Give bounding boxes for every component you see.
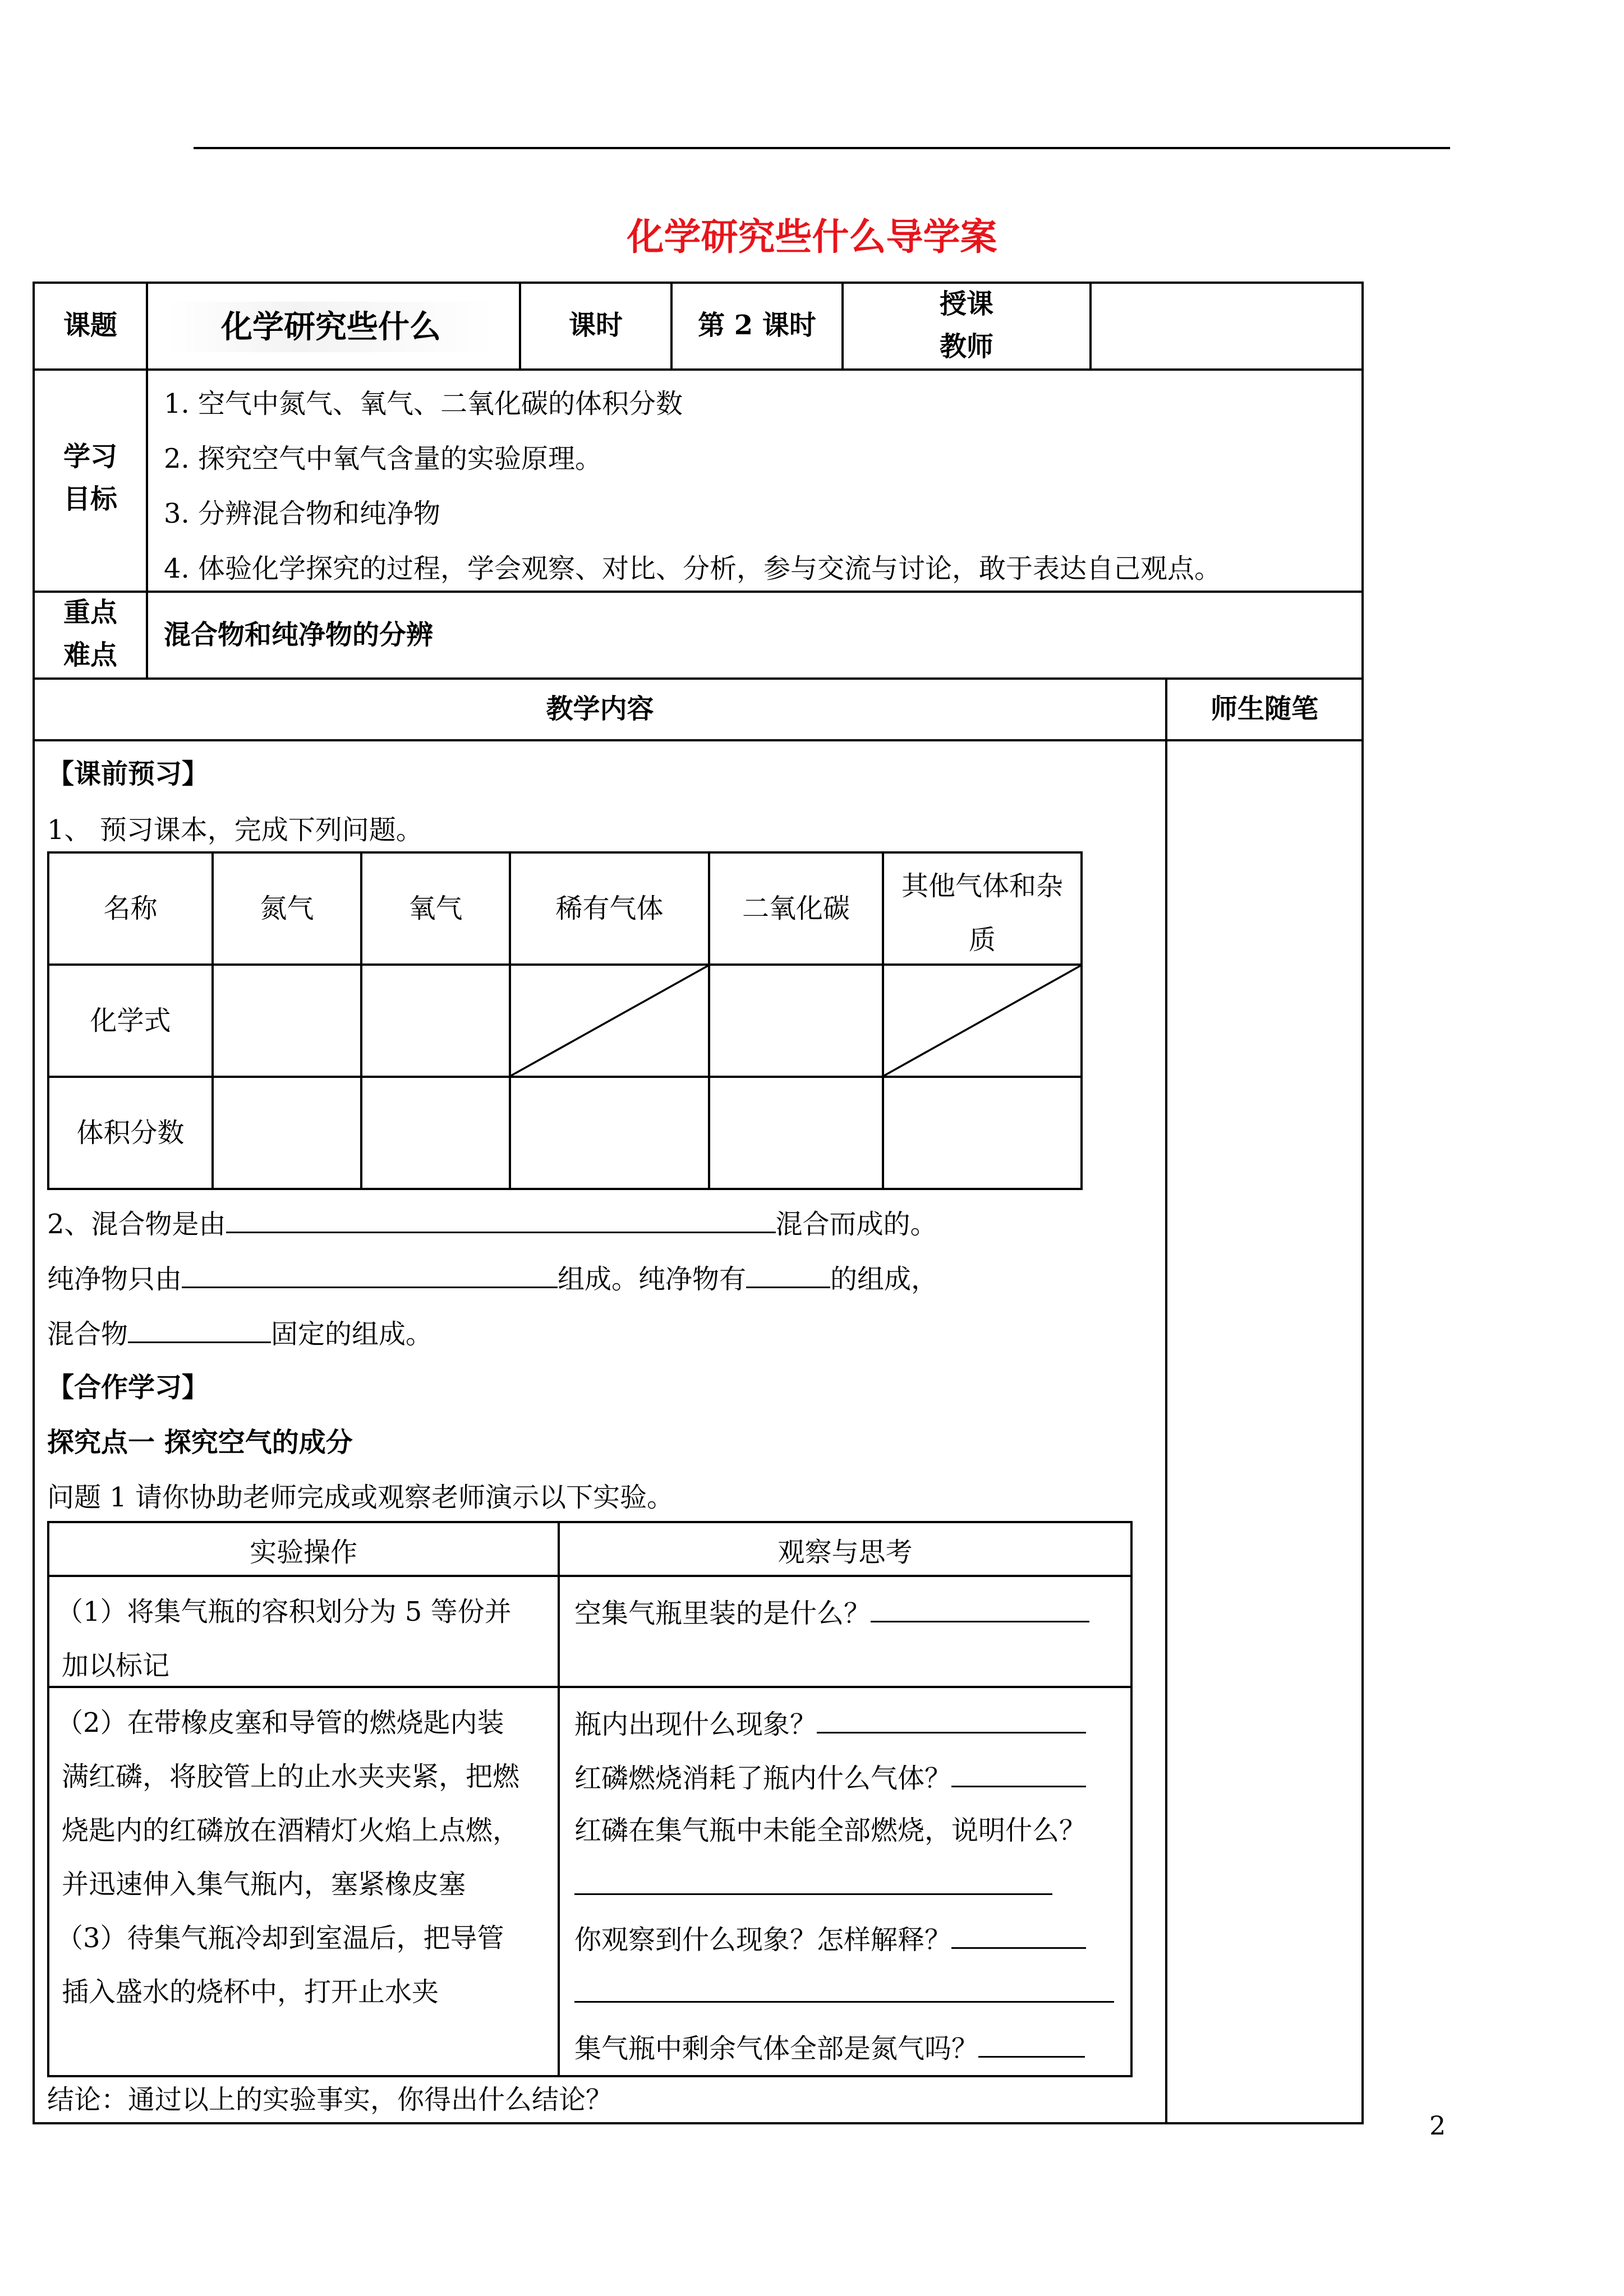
table-border (33, 368, 1364, 371)
gas-col-name: 名称 (103, 893, 158, 924)
notes-header: 师生随笔 (1210, 693, 1318, 725)
exp-observation-5: 你观察到什么现象？怎样解释？ (574, 1922, 1086, 1956)
gas-col-co2: 二氧化碳 (742, 893, 850, 924)
key-points-value: 混合物和纯净物的分辨 (164, 619, 434, 651)
page-number: 2 (1429, 2110, 1446, 2141)
answer-blank[interactable] (817, 1707, 1086, 1733)
gas-col-other: 质 (968, 924, 996, 956)
table-border (1165, 677, 1167, 2124)
table-border (33, 282, 35, 2124)
answer-blank[interactable] (951, 1761, 1086, 1787)
exp-operation-1: 加以标记 (62, 1650, 170, 1681)
preview-heading: 【课前预习】 (47, 758, 209, 790)
cooperative-heading: 【合作学习】 (47, 1372, 209, 1403)
exp-observation-3: 红磷燃烧消耗了瓶内什么气体？ (574, 1761, 1086, 1794)
table-border (33, 591, 1364, 593)
exp-col-observation: 观察与思考 (778, 1537, 913, 1568)
subject-value: 化学研究些什么 (168, 302, 494, 352)
preview-question-2-line3: 混合物 固定的组成。 (47, 1317, 433, 1350)
answer-blank[interactable] (871, 1596, 1089, 1622)
key-points-label: 重点 (63, 597, 117, 628)
answer-blank[interactable] (746, 1262, 830, 1288)
subject-label: 课题 (63, 310, 117, 341)
diagonal-slash (509, 963, 710, 1078)
answer-blank[interactable] (226, 1207, 776, 1233)
exp-operation-1: （1）将集气瓶的容积划分为 5 等份并 (56, 1596, 512, 1628)
page-title: 化学研究些什么导学案 (627, 215, 997, 259)
exp-operation-3: （3）待集气瓶冷却到室温后，把导管 (56, 1922, 504, 1954)
exp-observation-2: 瓶内出现什么现象？ (574, 1707, 1086, 1740)
gas-col-oxygen: 氧气 (408, 893, 463, 924)
table-border (1089, 282, 1092, 371)
exp-observation-4: 红磷在集气瓶中未能全部燃烧，说明什么？ (574, 1815, 1087, 1846)
gas-col-nitrogen: 氮气 (260, 893, 314, 924)
exp-observation-6: 集气瓶中剩余气体全部是氮气吗？ (574, 2031, 1085, 2064)
gas-col-other: 其他气体和杂 (901, 870, 1063, 902)
exp-operation-2: 烧匙内的红磷放在酒精灯火焰上点燃， (62, 1815, 520, 1846)
table-border (146, 282, 148, 680)
content-header: 教学内容 (546, 693, 654, 725)
period-label: 课时 (568, 310, 623, 341)
diagonal-slash (882, 963, 1083, 1078)
answer-blank[interactable] (978, 2031, 1085, 2058)
gas-row-volume: 体积分数 (76, 1117, 185, 1149)
exp-operation-3: 插入盛水的烧杯中，打开止水夹 (62, 1976, 439, 2008)
answer-blank[interactable] (182, 1262, 558, 1288)
teacher-label: 教师 (939, 331, 993, 362)
exp-operation-2: （2）在带橡皮塞和导管的燃烧匙内装 (56, 1707, 504, 1739)
period-value: 第 2 课时 (698, 310, 816, 341)
objective-item: 3. 分辨混合物和纯净物 (164, 498, 441, 529)
key-points-label: 难点 (63, 639, 117, 671)
exp-operation-2: 并迅速伸入集气瓶内，塞紧橡皮塞 (62, 1869, 466, 1900)
exp-operation-2: 满红磷，将胶管上的止水夹夹紧，把燃 (62, 1761, 520, 1792)
teacher-label: 授课 (939, 288, 993, 320)
table-border (1361, 282, 1364, 2124)
objectives-label: 目标 (63, 483, 117, 515)
conclusion-prompt: 结论：通过以上的实验事实，你得出什么结论？ (47, 2084, 613, 2115)
answer-blank[interactable] (574, 1869, 1052, 1895)
preview-question-1: 1、 预习课本，完成下列问题。 (47, 814, 423, 846)
objectives-label: 学习 (63, 441, 117, 472)
answer-blank[interactable] (128, 1317, 271, 1343)
table-border (33, 282, 1364, 284)
problem-statement: 问题 1 请你协助老师完成或观察老师演示以下实验。 (47, 1482, 674, 1513)
table-border (33, 677, 1364, 680)
table-border (33, 739, 1364, 741)
answer-blank[interactable] (574, 1976, 1114, 2003)
objective-item: 4. 体验化学探究的过程，学会观察、对比、分析，参与交流与讨论，敢于表达自己观点。 (164, 553, 1222, 584)
objective-item: 2. 探究空气中氧气含量的实验原理。 (164, 443, 602, 474)
table-border (33, 2122, 1364, 2124)
exp-observation-1: 空集气瓶里装的是什么？ (574, 1596, 1089, 1629)
exp-col-operation: 实验操作 (249, 1537, 357, 1568)
header-rule (194, 147, 1450, 149)
explore-title: 探究点一 探究空气的成分 (47, 1427, 353, 1458)
objective-item: 1. 空气中氮气、氧气、二氧化碳的体积分数 (164, 388, 683, 419)
preview-question-2: 2、混合物是由 混合而成的。 (47, 1207, 937, 1240)
gas-row-formula: 化学式 (90, 1005, 171, 1036)
gas-col-noble: 稀有气体 (555, 893, 664, 924)
answer-blank[interactable] (951, 1922, 1086, 1949)
preview-question-2-line2: 纯净物只由 组成。纯净物有 的组成， (47, 1262, 938, 1295)
